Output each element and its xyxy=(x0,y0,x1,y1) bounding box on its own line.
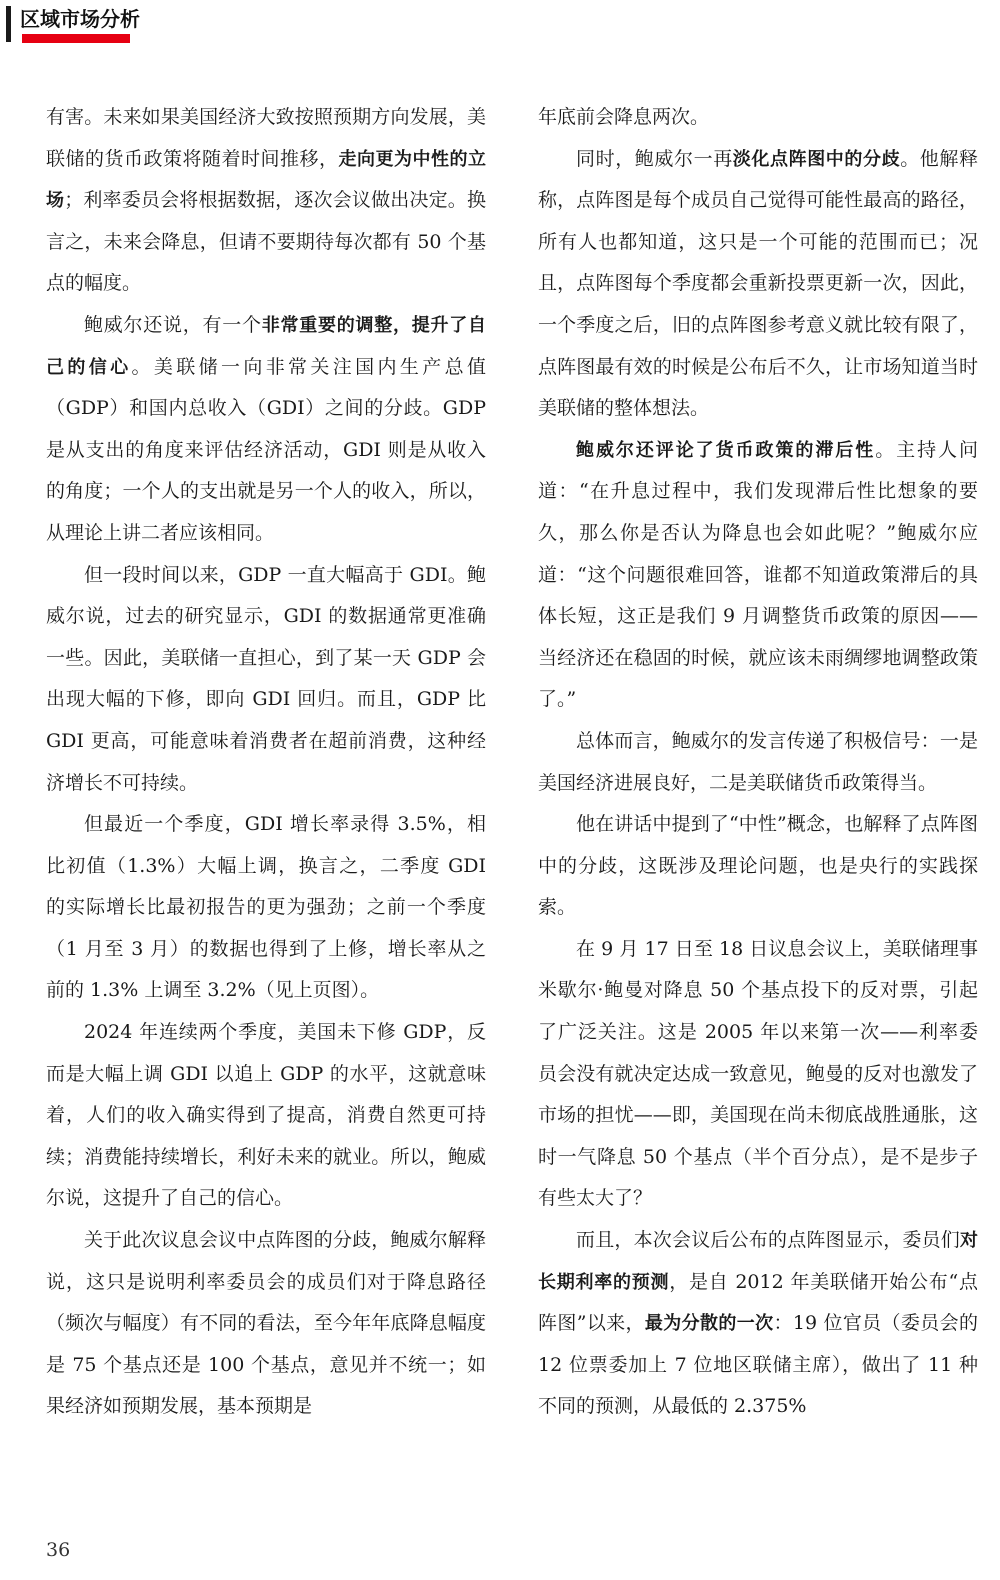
paragraph-text: ：19 位官员（委员会的 12 位票委加上 7 位地区联储主席），做出了 11 种不同的预测，从最低的 2.375% xyxy=(538,1312,979,1418)
emphasis-text: 非常重要的调整，提升了自己的信心 xyxy=(46,314,486,378)
paragraph-text: 他在讲话中提到了“中性”概念，也解释了点阵图中的分歧，这既涉及理论问题，也是央行的实践探索。 xyxy=(538,813,978,919)
paragraph-text: ；利率委员会将根据数据，逐次会议做出决定。换言之，未来会降息，但请不要期待每次都有 50 个基点的幅度。 xyxy=(46,189,486,295)
paragraph-text: 2024 年连续两个季度，美国未下修 GDP，反而是大幅上调 GDI 以追上 GDP 的水平，这就意味着，人们的收入确实得到了提高，消费自然更可持续；消费能持续增长，利好未来的就业。所以，鲍威尔说，这提升了自己的信心。 xyxy=(46,1021,486,1210)
body-paragraph xyxy=(538,804,978,929)
paragraph-text: ，是自 2012 年美联储开始公布“点阵图”以来， xyxy=(538,1270,978,1335)
paragraph-text: 总体而言，鲍威尔的发言传递了积极信号：一是美国经济进展良好，二是美联储货币政策得当。 xyxy=(538,729,978,794)
body-paragraph xyxy=(46,97,486,305)
body-paragraph xyxy=(538,139,978,430)
paragraph-text: 同时，鲍威尔一再 xyxy=(576,147,733,170)
paragraph-text: 年底前会降息两次。 xyxy=(538,106,710,128)
page-number: 36 xyxy=(46,1539,71,1561)
paragraph-text: 在 9 月 17 日至 18 日议息会议上，美联储理事米歇尔·鲍曼对降息 50 个基点投下的反对票，引起了广泛关注。这是 2005 年以来第一次——利率委员会没有就决定达成一致意见，鲍曼的反对也激发了市场的担忧——即，美国现在尚未彻底战胜通胀，这时一气降息 50 个基点（半个百分点），是不是步子有些太大了？ xyxy=(538,937,978,1210)
emphasis-text: 最为分散的一次 xyxy=(644,1313,774,1335)
body-paragraph xyxy=(46,1220,486,1428)
body-paragraph xyxy=(46,305,486,555)
paragraph-text: 但一段时间以来，GDP 一直大幅高于 GDI。鲍威尔说，过去的研究显示，GDI 的数据通常更准确一些。因此，美联储一直担心，到了某一天 GDP 会出现大幅的下修，即向 GDI 回归。而且，GDP 比 GDI 更高，可能意味着消费者在超前消费，这种经济增长不可持续。 xyxy=(46,563,486,794)
section-title: 区域市场分析 xyxy=(20,7,140,31)
paragraph-text: 鲍威尔还说，有一个 xyxy=(84,313,262,336)
body-paragraph xyxy=(46,804,486,1012)
body-paragraph xyxy=(46,555,486,805)
body-paragraph xyxy=(538,97,978,139)
paragraph-text: 而且，本次会议后公布的点阵图显示，委员们 xyxy=(576,1229,960,1252)
header-vertical-bar xyxy=(6,6,11,42)
paragraph-text: 。美联储一向非常关注国内生产总值（GDP）和国内总收入（GDI）之间的分歧。GDP 是从支出的角度来评估经济活动，GDI 则是从收入的角度；一个人的支出就是另一个人的收入，所以，从理论上讲二者应该相同。 xyxy=(46,355,486,544)
right-text-column xyxy=(538,97,978,1428)
body-paragraph xyxy=(538,1220,978,1428)
body-paragraph xyxy=(538,929,978,1220)
body-paragraph xyxy=(46,1012,486,1220)
body-paragraph xyxy=(538,721,978,804)
left-text-column xyxy=(46,97,486,1428)
emphasis-text: 鲍威尔还评论了货币政策的滞后性 xyxy=(576,439,876,461)
paragraph-text: 有害。未来如果美国经济大致按照预期方向发展，美联储的货币政策将随着时间推移， xyxy=(46,106,486,170)
section-header xyxy=(0,0,140,50)
paragraph-text: 。他解释称，点阵图是每个成员自己觉得可能性最高的路径，所有人也都知道，这只是一个可能的范围而已；况且，点阵图每个季度都会重新投票更新一次，因此，一个季度之后，旧的点阵图参考意义就比较有限了，点阵图最有效的时候是公布后不久，让市场知道当时美联储的整体想法。 xyxy=(538,147,978,420)
paragraph-text: 关于此次议息会议中点阵图的分歧，鲍威尔解释说，这只是说明利率委员会的成员们对于降息路径（频次与幅度）有不同的看法，至今年年底降息幅度是 75 个基点还是 100 个基点，意见并不统一；如果经济如预期发展，基本预期是 xyxy=(46,1229,486,1418)
body-paragraph xyxy=(538,430,978,721)
emphasis-text: 对长期利率的预测 xyxy=(538,1230,978,1293)
emphasis-text: 淡化点阵图中的分歧 xyxy=(732,148,901,170)
header-red-underline xyxy=(22,34,130,43)
emphasis-text: 走向更为中性的立场 xyxy=(46,148,486,212)
paragraph-text: 。主持人问道：“在升息过程中，我们发现滞后性比想象的要久，那么你是否认为降息也会如此呢？”鲍威尔应道：“这个问题很难回答，谁都不知道政策滞后的具体长短，这正是我们 9 月调整货币政策的原因——当经济还在稳固的时候，就应该未雨绸缪地调整政策了。” xyxy=(538,438,978,711)
paragraph-text: 但最近一个季度，GDI 增长率录得 3.5%，相比初值（1.3%）大幅上调，换言之，二季度 GDI 的实际增长比最初报告的更为强劲；之前一个季度（1 月至 3 月）的数据也得到了上修，增长率从之前的 1.3% 上调至 3.2%（见上页图）。 xyxy=(46,813,486,1002)
